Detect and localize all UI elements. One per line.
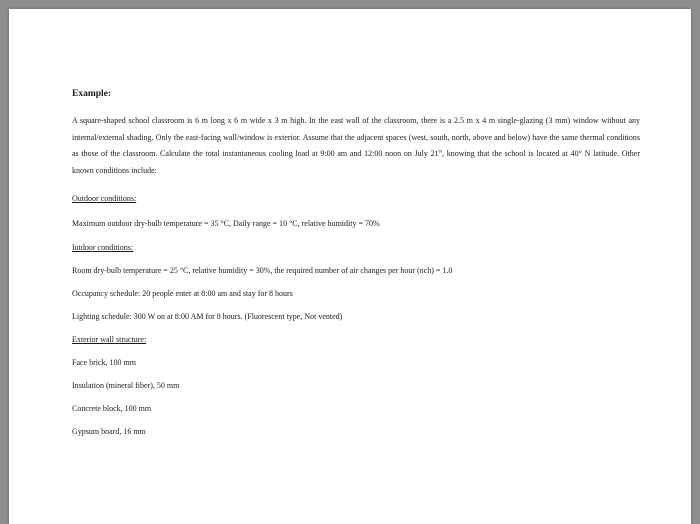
wall-layer-item: Insulation (mineral fiber), 50 mm: [72, 381, 180, 390]
problem-statement-part1: A square-shaped school classroom is 6 m long x 6 m wide x 3 m high. In the east wall of the classroom, there is a 2.5 m x 4 m single-glazing (3 mm) window without any internal/external shading. Only the east-facing wall/window is exterior. Assume that the adjacent spaces (west, south, north, above and below) have the same thermal conditions as those of the classroom. Calculate the total instantaneous cooling load at 9:00 am and 12:00 noon on July 21: [72, 116, 640, 159]
date-superscript: st: [438, 149, 442, 155]
exterior-wall-heading: Exterior wall structure:: [72, 335, 147, 344]
example-heading: Example:: [72, 89, 112, 99]
lighting-schedule-line: Lighting schedule: 300 W on at 8:00 AM for 8 hours. (Fluorescent type, Not vented): [72, 312, 343, 321]
indoor-conditions-line: Room dry-bulb temperature = 25 °C, relative humidity = 30%, the required number of air changes per hour (nch) = 1.0: [72, 266, 453, 275]
wall-layer-item: Gypsum board, 16 mm: [72, 427, 146, 436]
problem-statement-part2: , knowing that the school is located at 40° N latitude. Other known conditions include:: [72, 149, 641, 175]
wall-layer-item: Concrete block, 100 mm: [72, 404, 152, 413]
indoor-conditions-heading: Iutdoor conditions:: [72, 243, 134, 252]
outdoor-conditions-heading: Outdoor conditions:: [72, 194, 137, 203]
occupancy-schedule-line: Occupancy schedule: 20 people enter at 8:00 am and stay for 8 hours: [72, 289, 293, 298]
problem-statement: [72, 113, 640, 179]
outdoor-conditions-line: Maximum outdoor dry-bulb temperature = 35 °C, Daily range = 10 °C, relative humidity = 70%: [72, 219, 380, 228]
wall-layer-item: Face brick, 100 mm: [72, 358, 136, 367]
document-page: [9, 9, 691, 524]
